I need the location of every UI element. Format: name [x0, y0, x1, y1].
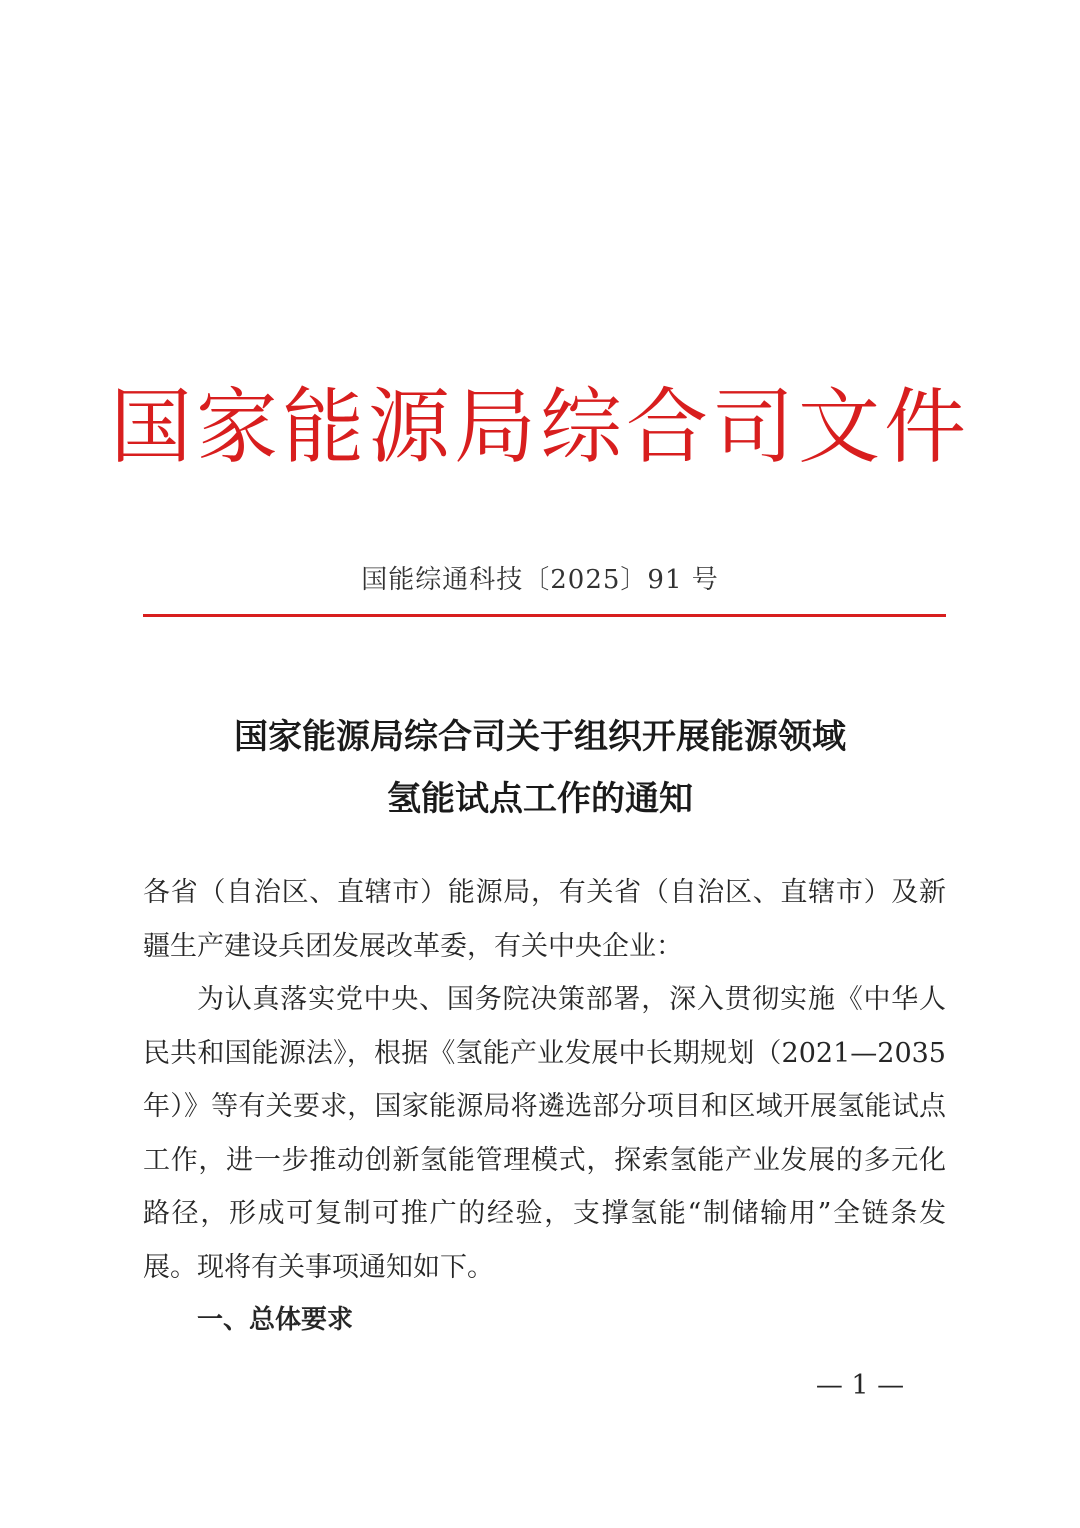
notice-title-line-2: 氢能试点工作的通知: [387, 779, 693, 819]
notice-title-line-1: 国家能源局综合司关于组织开展能源领域: [234, 717, 846, 757]
red-separator-line: [143, 614, 946, 617]
document-number: 国能综通科技〔2025〕91 号: [361, 565, 719, 595]
masthead-title: 国家能源局综合司文件: [109, 380, 970, 475]
intro-paragraph: 为认真落实党中央、国务院决策部署，深入贯彻实施《中华人民共和国能源法》，根据《氢能产业发展中长期规划（2021—2035年）》等有关要求，国家能源局将遴选部分项目和区域开展氢能试点工作，进一步推动创新氢能管理模式，探索氢能产业发展的多元化路径，形成可复制可推广的经验，支撑氢能“制储输用”全链条发展。现将有关事项通知如下。: [143, 984, 946, 1283]
page-number: — 1 —: [815, 1370, 905, 1401]
addressee-paragraph: 各省（自治区、直辖市）能源局，有关省（自治区、直辖市）及新疆生产建设兵团发展改革委，有关中央企业：: [143, 877, 946, 962]
notice-title: [0, 706, 1080, 830]
section-heading: 一、总体要求: [197, 1305, 354, 1335]
document-body: [143, 866, 946, 1348]
